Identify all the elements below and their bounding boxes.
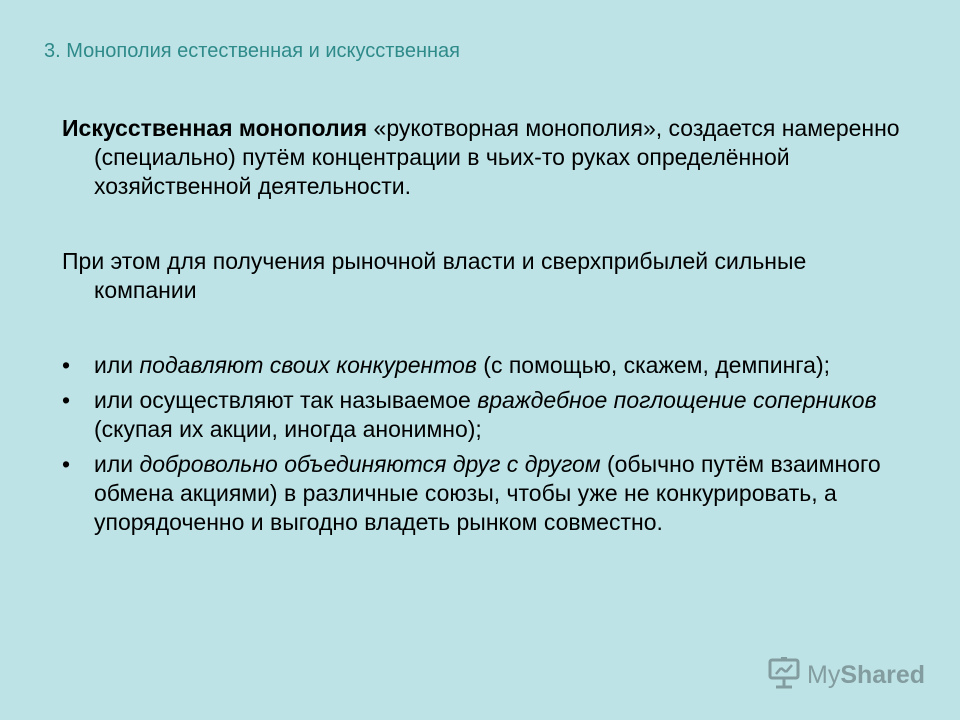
paragraph-intro: При этом для получения рыночной власти и сверхприбылей сильные компании: [62, 248, 807, 303]
bullet-text: или: [94, 352, 140, 378]
bullet-text: (с помощью, скажем, демпинга);: [476, 352, 830, 378]
presentation-board-icon: [767, 656, 801, 695]
bullet-dot: •: [62, 451, 71, 477]
bullet-text: или осуществляют так называемое: [94, 387, 478, 413]
list-item: [62, 386, 902, 444]
watermark-text: MyShared: [807, 661, 926, 689]
bullet-dot: •: [62, 352, 71, 378]
myshared-watermark: [767, 656, 925, 695]
bullet-text: (скупая их акции, иногда анонимно);: [94, 416, 482, 442]
list-item: [62, 450, 902, 537]
slide-body: [62, 114, 902, 543]
term-bold: Искусственная монополия: [62, 115, 368, 141]
bullet-text: (обычно путём взаимного обмена акциями) в различные союзы, чтобы уже не конкурировать, а упорядоченно и выгодно владеть рынком совместно.: [94, 451, 881, 535]
paragraph-artificial-monopoly: [62, 114, 902, 201]
list-item: [62, 351, 902, 380]
bullet-emphasis: добровольно объединяются друг с другом: [139, 451, 601, 477]
bullet-dot: •: [62, 387, 71, 413]
bullet-emphasis: враждебное поглощение соперников: [477, 387, 877, 413]
bullet-text: или: [94, 451, 140, 477]
bullet-emphasis: подавляют своих конкурентов: [139, 352, 477, 378]
definition-text: «рукотворная монополия», создается намеренно (специально) путём концентрации в чьих-то руках определённой хозяйственной деятельности.: [94, 115, 900, 199]
slide-title: 3. Монополия естественная и искусственная: [44, 40, 460, 62]
